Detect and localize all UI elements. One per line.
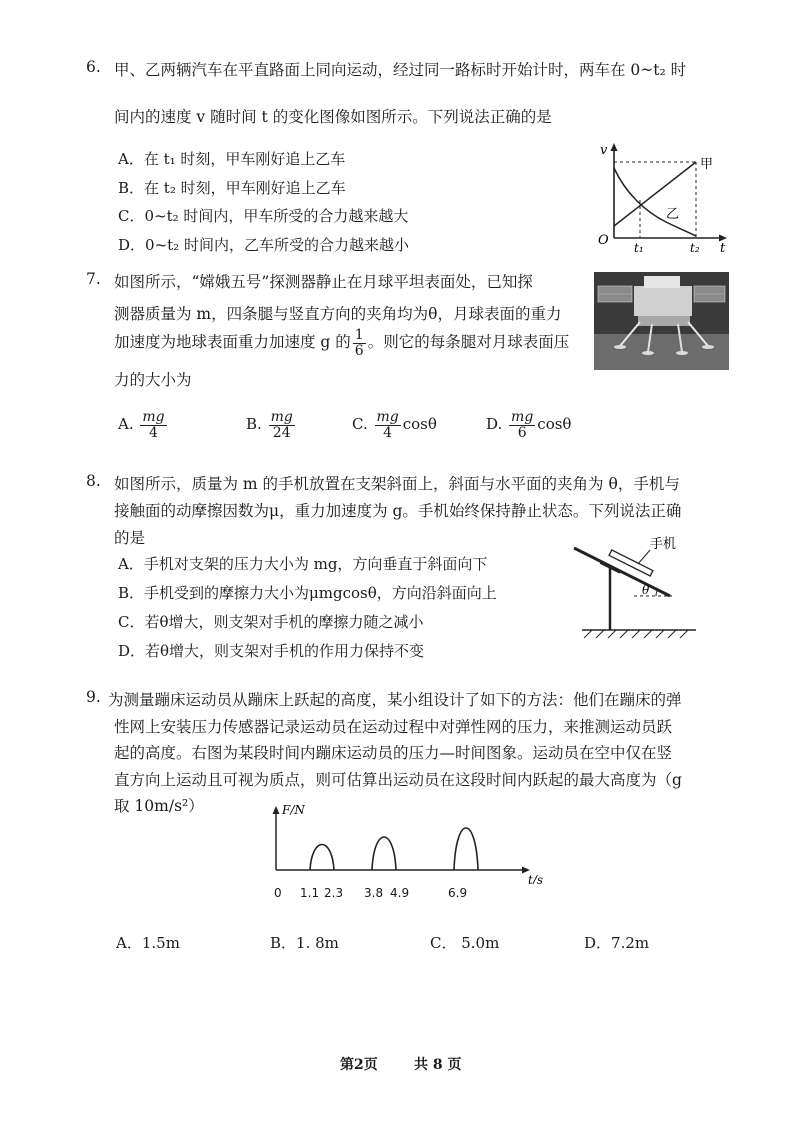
tick-4-9: 4.9 bbox=[390, 886, 410, 900]
q6-option-a: A．在 t₁ 时刻，甲车刚好追上乙车 bbox=[118, 150, 346, 168]
phone-stand-figure bbox=[564, 534, 714, 646]
chang-e-5-lander-photo bbox=[594, 272, 729, 370]
theta-label: θ bbox=[642, 583, 650, 597]
q7-option-a-fraction bbox=[140, 410, 166, 440]
page-total: 共 8 页 bbox=[414, 1057, 462, 1073]
time-axis-label: t/s bbox=[528, 873, 544, 884]
page-number: 第2页 bbox=[340, 1057, 378, 1073]
q8-option-b: B．手机受到的摩擦力大小为μmgcosθ，方向沿斜面向上 bbox=[118, 584, 497, 602]
q7-stem-line3 bbox=[114, 328, 569, 358]
q6-option-b: B．在 t₂ 时刻，甲车刚好追上乙车 bbox=[118, 179, 346, 197]
q7-option-c-denominator: 4 bbox=[383, 424, 393, 441]
q7-option-a-numerator: mg bbox=[142, 409, 165, 425]
q9-force-time-graph bbox=[262, 800, 552, 884]
q9-option-b: B．1. 8m bbox=[270, 934, 339, 952]
v-axis-arrow-icon bbox=[611, 143, 618, 151]
q6-stem-line1: 甲、乙两辆汽车在平直路面上同向运动，经过同一路标时开始计时，两车在 0~t₂ 时 bbox=[114, 61, 687, 79]
q7-stem-line4: 力的大小为 bbox=[114, 371, 192, 389]
q7-option-c-suffix: cosθ bbox=[402, 415, 437, 434]
q6-velocity-graph bbox=[596, 140, 731, 255]
q8-option-d: D．若θ增大，则支架对手机的作用力保持不变 bbox=[118, 642, 425, 660]
q7-option-d bbox=[486, 410, 571, 440]
q6-option-d: D．0~t₂ 时间内，乙车所受的合力越来越小 bbox=[118, 236, 409, 254]
q6-option-c: C．0~t₂ 时间内，甲车所受的合力越来越大 bbox=[118, 207, 409, 225]
q7-option-b-numerator: mg bbox=[270, 409, 293, 425]
t-axis-label: t bbox=[720, 241, 726, 255]
q9-stem-line2: 性网上安装压力传感器记录运动员在运动过程中对弹性网的压力，来推测运动员跃 bbox=[114, 718, 673, 736]
tick-2-3: 2.3 bbox=[324, 886, 344, 900]
q7-option-c bbox=[352, 410, 437, 440]
tick-3-8: 3.8 bbox=[364, 886, 384, 900]
phone-label: 手机 bbox=[650, 537, 677, 552]
q8-stem-line3: 的是 bbox=[114, 529, 146, 547]
t1-label: t₁ bbox=[634, 241, 644, 255]
q8-number: 8. bbox=[86, 472, 101, 490]
q7-option-a-letter: A. bbox=[118, 415, 134, 434]
v-axis-label: v bbox=[600, 143, 608, 158]
q6-stem-line2: 间内的速度 v 随时间 t 的变化图像如图所示。下列说法正确的是 bbox=[114, 108, 552, 126]
q9-number: 9. bbox=[86, 688, 101, 706]
fraction-numerator: 1 bbox=[354, 327, 364, 343]
jia-label: 甲 bbox=[700, 157, 714, 172]
q7-option-a bbox=[118, 410, 169, 440]
phone-leader-line bbox=[638, 550, 650, 564]
q7-option-d-fraction bbox=[509, 410, 535, 440]
q9-option-c: C． 5.0m bbox=[430, 934, 500, 952]
origin-label: O bbox=[598, 233, 609, 248]
tick-0: 0 bbox=[274, 886, 282, 900]
q7-option-b-denominator: 24 bbox=[272, 424, 291, 441]
q9-stem-line1: 为测量蹦床运动员从蹦床上跃起的高度，某小组设计了如下的方法：他们在蹦床的弹 bbox=[108, 691, 682, 709]
q7-option-d-suffix: cosθ bbox=[537, 415, 572, 434]
force-hump-2 bbox=[372, 837, 396, 870]
yi-curve bbox=[614, 168, 696, 236]
q7-option-a-denominator: 4 bbox=[149, 424, 158, 441]
q8-option-a: A．手机对支架的压力大小为 mg，方向垂直于斜面向下 bbox=[118, 555, 488, 573]
q7-stem-line3b: 。则它的每条腿对月球表面压 bbox=[367, 333, 570, 352]
q6-number: 6. bbox=[86, 58, 101, 76]
fraction-denominator: 6 bbox=[354, 342, 364, 359]
q7-stem-line3a: 加速度为地球表面重力加速度 g 的 bbox=[114, 333, 351, 352]
tick-1-1: 1.1 bbox=[300, 886, 320, 900]
q9-option-d: D．7.2m bbox=[584, 934, 650, 952]
q8-option-c: C．若θ增大，则支架对手机的摩擦力随之减小 bbox=[118, 613, 424, 631]
q7-option-c-fraction bbox=[375, 410, 401, 440]
q9-stem-line4: 直方向上运动且可视为质点，则可估算出运动员在这段时间内跃起的最大高度为（g bbox=[114, 771, 682, 789]
q7-option-b bbox=[246, 410, 297, 440]
q9-option-a: A．1.5m bbox=[116, 934, 180, 952]
q7-option-d-denominator: 6 bbox=[517, 424, 527, 441]
q7-option-c-letter: C. bbox=[352, 415, 368, 434]
q7-option-d-letter: D. bbox=[486, 415, 503, 434]
force-hump-1 bbox=[310, 845, 334, 871]
q7-option-b-fraction bbox=[269, 410, 295, 440]
one-sixth-fraction bbox=[353, 328, 366, 358]
q7-number: 7. bbox=[86, 270, 101, 288]
tick-6-9: 6.9 bbox=[448, 886, 468, 900]
q9-stem-line5: 取 10m/s²） bbox=[114, 797, 204, 815]
q7-stem-line1: 如图所示，“嫦娥五号”探测器静止在月球平坦表面处，已知探 bbox=[114, 273, 533, 291]
f-axis-arrow-icon bbox=[273, 806, 280, 814]
t2-label: t₂ bbox=[690, 241, 700, 255]
q9-stem-line3: 起的高度。右图为某段时间内蹦床运动员的压力—时间图象。运动员在空中仅在竖 bbox=[114, 744, 673, 762]
f-axis-label: F/N bbox=[282, 803, 305, 817]
q7-stem-line2: 测器质量为 m，四条腿与竖直方向的夹角均为θ，月球表面的重力 bbox=[114, 305, 562, 323]
q8-stem-line1: 如图所示，质量为 m 的手机放置在支架斜面上，斜面与水平面的夹角为 θ，手机与 bbox=[114, 475, 680, 493]
q8-stem-line2: 接触面的动摩擦因数为μ，重力加速度为 g。手机始终保持静止状态。下列说法正确 bbox=[114, 502, 682, 520]
q7-option-b-letter: B. bbox=[246, 415, 262, 434]
q7-option-c-numerator: mg bbox=[376, 409, 399, 425]
force-hump-3 bbox=[454, 828, 478, 870]
q7-option-d-numerator: mg bbox=[511, 409, 534, 425]
yi-label: 乙 bbox=[666, 207, 680, 222]
